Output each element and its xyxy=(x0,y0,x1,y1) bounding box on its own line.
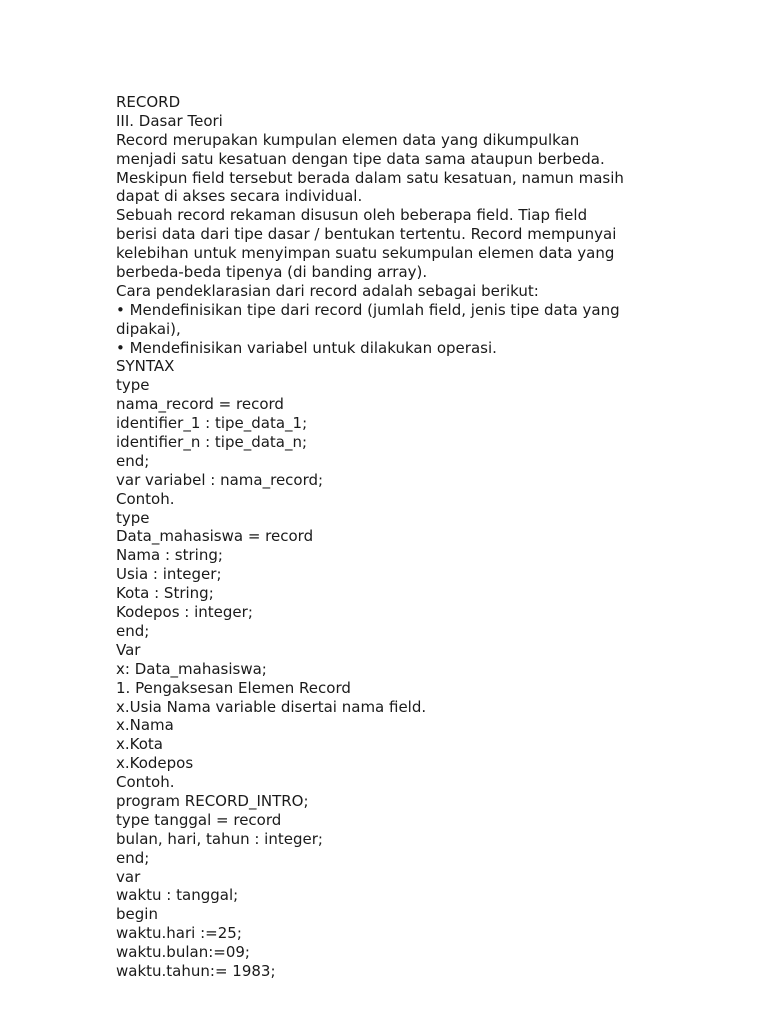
code-line: Nama : string; xyxy=(116,546,223,565)
paragraph-line: Cara pendeklarasian dari record adalah sebagai berikut: xyxy=(116,281,539,300)
code-line: Data_mahasiswa = record xyxy=(116,527,314,546)
code-line: type xyxy=(116,508,150,527)
code-line: x.Kota xyxy=(116,735,163,754)
code-line: x.Kodepos xyxy=(116,754,194,773)
code-line: Kota : String; xyxy=(116,584,214,603)
code-line: end; xyxy=(116,848,150,867)
code-line: identifier_1 : tipe_data_1; xyxy=(116,414,308,433)
paragraph-line: Record merupakan kumpulan elemen data yang dikumpulkan xyxy=(116,130,580,149)
paragraph-line: Meskipun field tersebut berada dalam satu kesatuan, namun masih xyxy=(116,168,624,187)
code-line: x.Nama xyxy=(116,716,174,735)
paragraph-line: dapat di akses secara individual. xyxy=(116,187,363,206)
code-line: bulan, hari, tahun : integer; xyxy=(116,829,323,848)
paragraph-line: Sebuah record rekaman disusun oleh beberapa field. Tiap field xyxy=(116,206,588,225)
paragraph-line: berbeda-beda tipenya (di banding array). xyxy=(116,263,428,282)
document-text xyxy=(116,93,676,981)
code-line: var xyxy=(116,867,141,886)
paragraph-line: x.Usia Nama variable disertai nama field. xyxy=(116,697,427,716)
example-label: Contoh. xyxy=(116,773,175,792)
subsection-heading: SYNTAX xyxy=(116,357,175,376)
bullet-item: • Mendefinisikan variabel untuk dilakukan operasi. xyxy=(116,338,497,357)
example-label: Contoh. xyxy=(116,489,175,508)
code-line: end; xyxy=(116,621,150,640)
code-line: Usia : integer; xyxy=(116,565,222,584)
code-line: waktu.bulan:=09; xyxy=(116,943,250,962)
paragraph-line: berisi data dari tipe dasar / bentukan tertentu. Record mempunyai xyxy=(116,225,617,244)
code-line: waktu.hari :=25; xyxy=(116,924,242,943)
paragraph-line: menjadi satu kesatuan dengan tipe data sama ataupun berbeda. xyxy=(116,149,605,168)
code-line: type tanggal = record xyxy=(116,810,282,829)
code-line: waktu.tahun:= 1983; xyxy=(116,961,276,980)
code-line: nama_record = record xyxy=(116,395,284,414)
code-line: Var xyxy=(116,640,141,659)
code-line: end; xyxy=(116,451,150,470)
subsection-heading: 1. Pengaksesan Elemen Record xyxy=(116,678,351,697)
bullet-item: • Mendefinisikan tipe dari record (jumlah field, jenis tipe data yang xyxy=(116,300,620,319)
code-line: var variabel : nama_record; xyxy=(116,470,324,489)
doc-title: RECORD xyxy=(116,93,181,111)
code-line: Kodepos : integer; xyxy=(116,603,253,622)
code-line: type xyxy=(116,376,150,395)
code-line: x: Data_mahasiswa; xyxy=(116,659,267,678)
code-line: begin xyxy=(116,905,158,924)
bullet-item-continuation: dipakai), xyxy=(116,319,181,338)
paragraph-line: kelebihan untuk menyimpan suatu sekumpulan elemen data yang xyxy=(116,244,615,263)
code-line: waktu : tanggal; xyxy=(116,886,239,905)
code-line: program RECORD_INTRO; xyxy=(116,791,309,810)
section-heading: III. Dasar Teori xyxy=(116,111,223,130)
code-line: identifier_n : tipe_data_n; xyxy=(116,433,308,452)
